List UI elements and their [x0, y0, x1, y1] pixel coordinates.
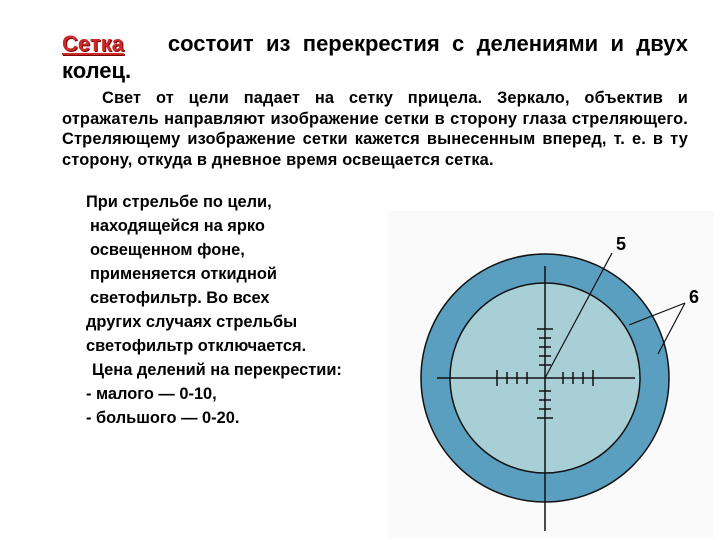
left-line-5: светофильтр. Во всех	[90, 289, 270, 307]
left-text-column	[86, 190, 406, 430]
label-6: 6	[689, 287, 700, 307]
left-line-2: находящейся на ярко	[90, 217, 265, 235]
left-line-6: других случаях стрельбы	[86, 313, 298, 331]
leader-line-6a	[658, 303, 685, 354]
description-paragraph: Свет от цели падает на сетку прицела. Зеркало, объектив и отражатель направляют изображение сетки в сторону глаза стреляющего. Стреляющему изображение сетки кажется вынесенным вперед, т. е. в ту сторону, откуда в дневное время освещается сетка.	[62, 89, 688, 169]
intro-rest-line2: делениями и двух колец.	[62, 31, 688, 83]
price-item-small: - малого — 0-10,	[86, 385, 217, 403]
left-line-1: При стрельбе по цели,	[86, 193, 272, 211]
term-setka: Сетка	[62, 31, 124, 56]
label-5: 5	[616, 234, 627, 254]
price-item-large: - большого — 0-20.	[86, 409, 240, 427]
left-line-4: применяется откидной	[90, 265, 277, 283]
reticle-svg	[387, 211, 714, 538]
left-line-3: освещенном фоне,	[90, 241, 245, 259]
price-lead: Цена делений на перекрестии:	[92, 361, 342, 379]
reticle-figure	[387, 211, 714, 538]
intro-sentence	[62, 30, 688, 84]
intro-rest-line1: состоит из перекрестия с	[167, 31, 465, 56]
left-line-7: светофильтр отключается.	[86, 337, 307, 355]
